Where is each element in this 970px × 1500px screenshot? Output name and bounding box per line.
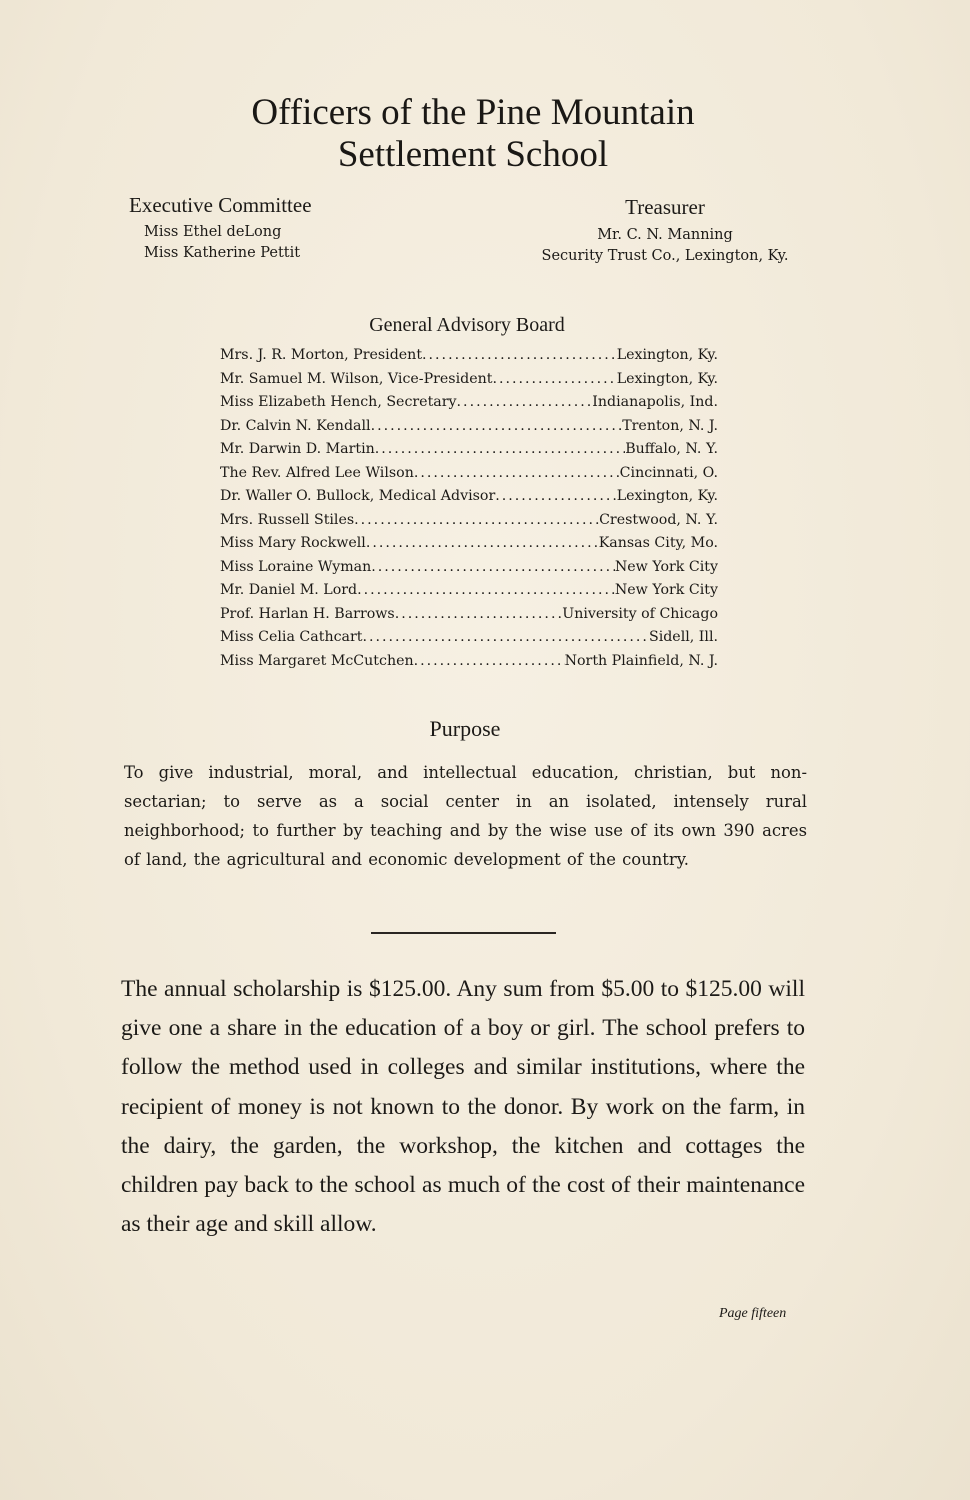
- board-member-name: Mrs. J. R. Morton, President: [220, 347, 423, 363]
- treasurer-name: Mr. C. N. Manning: [597, 227, 733, 243]
- leader-dots: [371, 415, 623, 439]
- leader-dots: [457, 391, 593, 415]
- leader-dots: [354, 509, 599, 533]
- leader-dots: [414, 462, 620, 486]
- board-member-row: [220, 579, 718, 603]
- board-member-row: [220, 485, 718, 509]
- board-member-row: [220, 415, 718, 439]
- advisory-board-list: [220, 344, 718, 673]
- board-member-location: New York City: [614, 582, 718, 598]
- board-member-row: [220, 556, 718, 580]
- board-member-row: [220, 532, 718, 556]
- purpose-text: To give industrial, moral, and intellectual education, christian, but non-sectarian; to serve as a social center in an isolated, intensely rural neighborhood; to further by teaching and by the wise use of its own 390 acres of land, the agricultural and economic development of the country.: [124, 763, 807, 869]
- title-line-1: Officers of the Pine Mountain: [251, 92, 695, 133]
- board-member-location: North Plainfield, N. J.: [564, 652, 718, 669]
- divider-rule: [371, 932, 556, 934]
- advisory-board-heading: General Advisory Board: [369, 314, 565, 336]
- board-member-location: Lexington, Ky.: [616, 488, 718, 504]
- board-member-location: Lexington, Ky.: [616, 370, 718, 387]
- board-member-name: Mr. Daniel M. Lord: [220, 582, 358, 598]
- board-member-name: Dr. Calvin N. Kendall: [220, 417, 371, 434]
- committee-member: Miss Ethel deLong: [144, 224, 282, 240]
- leader-dots: [357, 579, 615, 603]
- board-member-location: Sidell, Ill.: [648, 629, 718, 645]
- board-member-row: [220, 650, 718, 674]
- board-member-name: Miss Loraine Wyman: [220, 558, 372, 575]
- page-number: Page fifteen: [719, 1306, 787, 1321]
- leader-dots: [492, 368, 616, 392]
- page-title: [0, 92, 946, 176]
- leader-dots: [495, 485, 616, 509]
- board-member-name: Miss Celia Cathcart: [220, 629, 363, 645]
- board-member-name: Miss Margaret McCutchen: [220, 652, 414, 669]
- scholarship-paragraph: The annual scholarship is $125.00. Any sum from $5.00 to $125.00 will give one a share in the education of a boy or girl. The school prefers to follow the method used in colleges and similar institutions, where the recipient of money is not known to the donor. By work on the farm, in the dairy, the garden, the workshop, the kitchen and cottages the children pay back to the school as much of the cost of their maintenance as their age and skill allow.: [121, 976, 805, 1238]
- board-member-name: Miss Elizabeth Hench, Secretary: [220, 394, 457, 410]
- board-member-location: Trenton, N. J.: [622, 417, 718, 434]
- board-member-row: [220, 438, 718, 462]
- board-member-name: Mr. Samuel M. Wilson, Vice-President: [220, 370, 493, 387]
- board-member-row: [220, 509, 718, 533]
- title-line-2: Settlement School: [337, 134, 609, 175]
- leader-dots: [422, 344, 617, 368]
- executive-committee-heading: Executive Committee: [129, 193, 312, 217]
- board-member-row: [220, 391, 718, 415]
- leader-dots: [395, 603, 563, 627]
- board-member-location: Buffalo, N. Y.: [625, 441, 718, 457]
- leader-dots: [366, 532, 599, 556]
- board-member-row: [220, 603, 718, 627]
- board-member-name: Mrs. Russell Stiles: [220, 511, 355, 528]
- leader-dots: [371, 556, 615, 580]
- board-member-location: Kansas City, Mo.: [598, 535, 718, 551]
- treasurer-heading: Treasurer: [625, 195, 705, 219]
- board-member-name: Prof. Harlan H. Barrows: [220, 605, 395, 622]
- committee-member: Miss Katherine Pettit: [144, 245, 301, 261]
- leader-dots: [375, 438, 625, 462]
- board-member-name: Miss Mary Rockwell: [220, 535, 366, 551]
- board-member-location: Indianapolis, Ind.: [592, 394, 718, 410]
- board-member-name: Dr. Waller O. Bullock, Medical Advisor: [220, 488, 496, 504]
- leader-dots: [362, 626, 648, 650]
- board-member-row: [220, 368, 718, 392]
- leader-dots: [414, 650, 565, 674]
- treasurer-section: [505, 194, 825, 267]
- board-member-name: Mr. Darwin D. Martin: [220, 441, 375, 457]
- board-member-row: [220, 462, 718, 486]
- treasurer-address: Security Trust Co., Lexington, Ky.: [541, 248, 789, 264]
- board-member-name: The Rev. Alfred Lee Wilson: [220, 464, 414, 481]
- board-member-row: [220, 626, 718, 650]
- board-member-location: University of Chicago: [562, 605, 718, 622]
- board-member-location: Lexington, Ky.: [616, 347, 718, 363]
- executive-committee: [129, 192, 312, 264]
- board-member-location: New York City: [614, 558, 718, 575]
- board-member-location: Crestwood, N. Y.: [599, 511, 718, 528]
- board-member-location: Cincinnati, O.: [619, 464, 718, 481]
- purpose-heading: Purpose: [429, 716, 501, 741]
- board-member-row: [220, 344, 718, 368]
